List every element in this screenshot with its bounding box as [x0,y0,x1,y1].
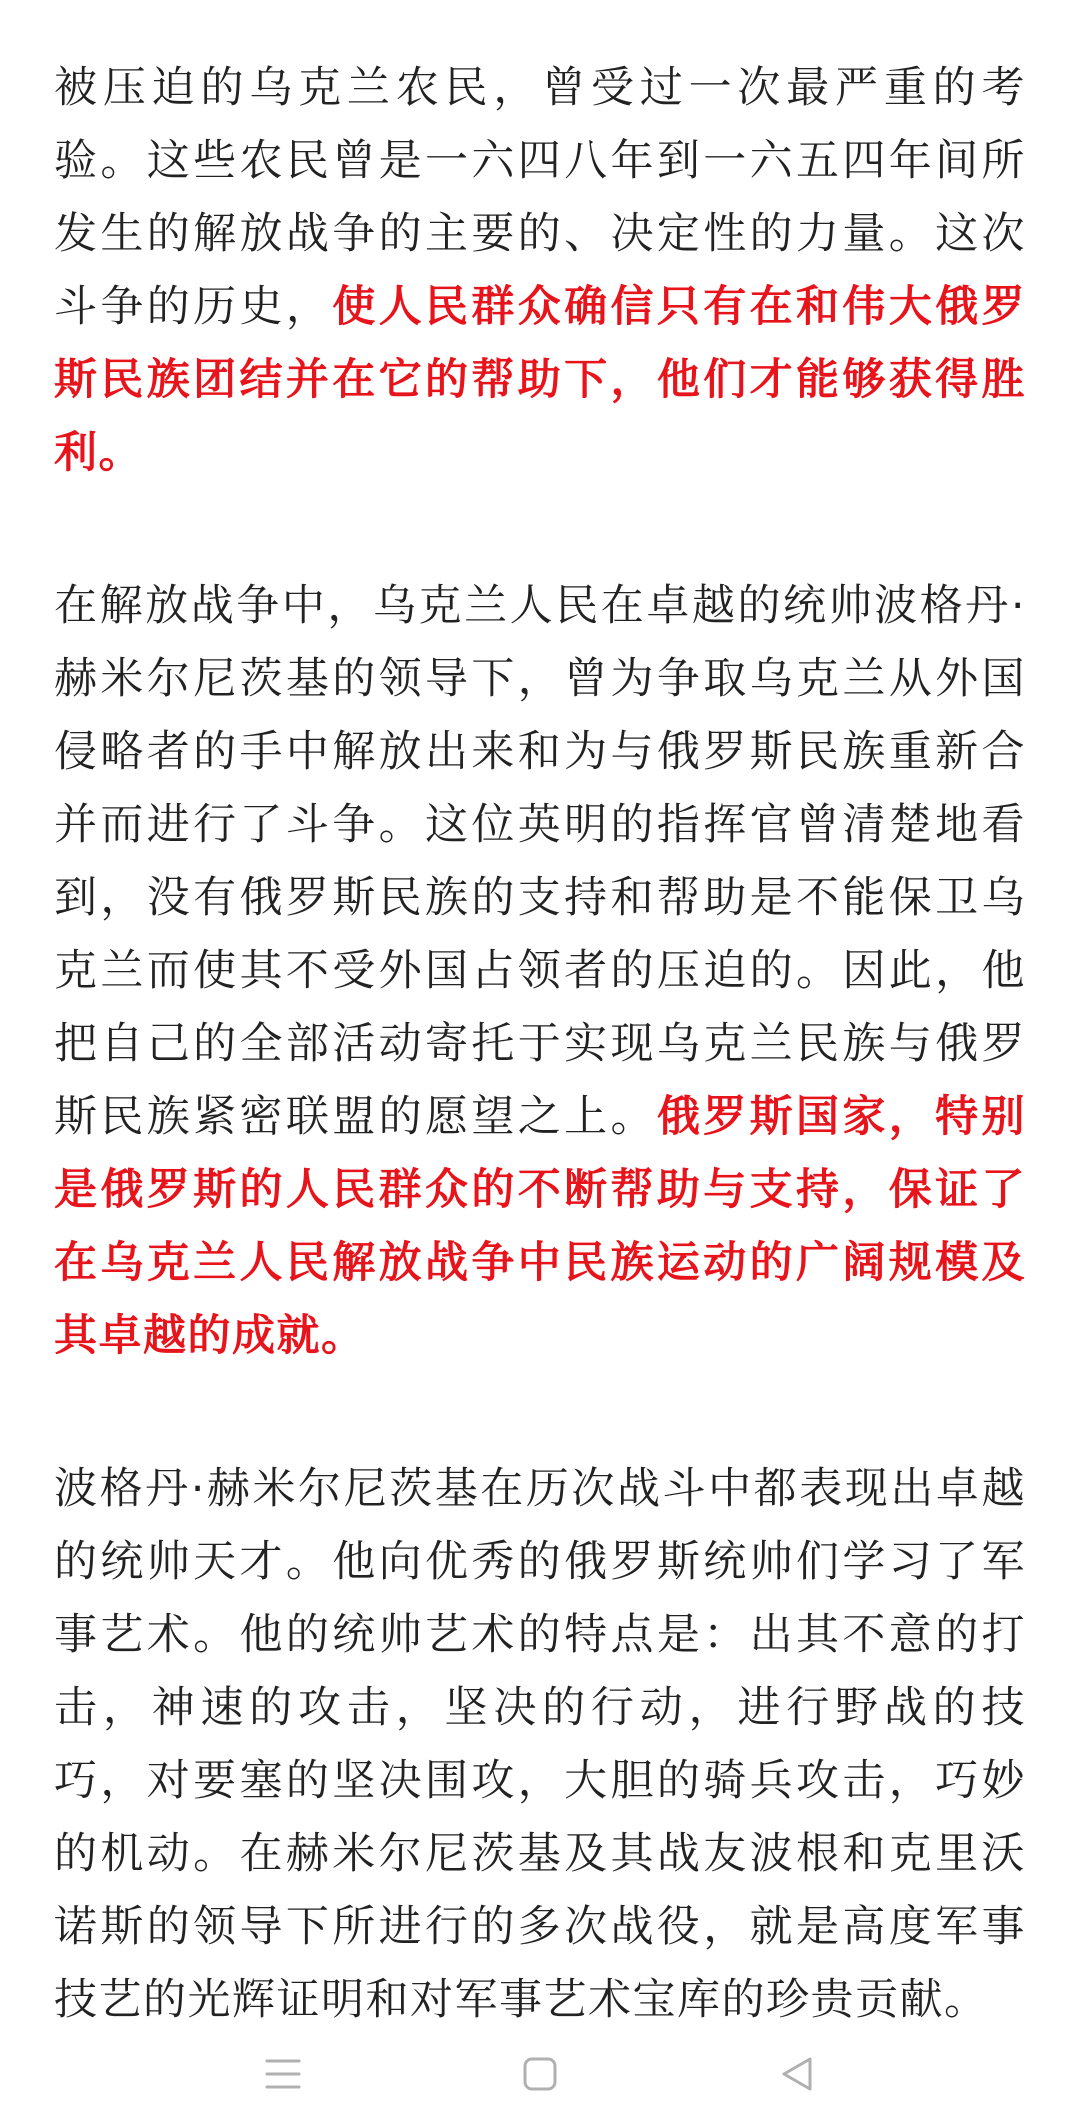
menu-button[interactable] [253,2044,313,2104]
paragraph-1-highlight: 使人民群众确信只有在和伟大俄罗斯民族团结并在它的帮助下，他们才能够获得胜利。 [54,282,1026,478]
paragraph-3 [54,1453,1026,2037]
article-body [54,52,1026,2117]
paragraph-1-text: 被压迫的乌克兰农民，曾受过一次最严重的考验。这些农民曾是一六四八年到一六五四年间所发生的解放战争的主要的、决定性的力量。这次斗争的历史， [54,63,1026,332]
menu-icon [263,2054,303,2094]
paragraph-2 [54,570,1026,1373]
paragraph-3-text: 波格丹·赫米尔尼茨基在历次战斗中都表现出卓越的统帅天才。他向优秀的俄罗斯统帅们学习了军事艺术。他的统帅艺术的特点是：出其不意的打击，神速的攻击，坚决的行动，进行野战的技巧，对要塞的坚决围攻，大胆的骑兵攻击，巧妙的机动。在赫米尔尼茨基及其战友波根和克里沃诺斯的领导下所进行的多次战役，就是高度军事技艺的光辉证明和对军事艺术宝库的珍贵贡献。 [54,1464,1026,2025]
paragraph-2-text: 在解放战争中，乌克兰人民在卓越的统帅波格丹·赫米尔尼茨基的领导下，曾为争取乌克兰从外国侵略者的手中解放出来和为与俄罗斯民族重新合并而进行了斗争。这位英明的指挥官曾清楚地看到，没有俄罗斯民族的支持和帮助是不能保卫乌克兰而使其不受外国占领者的压迫的。因此，他把自己的全部活动寄托于实现乌克兰民族与俄罗斯民族紧密联盟的愿望之上。 [54,581,1026,1142]
triangle-back-icon [777,2054,817,2094]
paragraph-1 [54,52,1026,490]
paragraph-2-highlight: 俄罗斯国家，特别是俄罗斯的人民群众的不断帮助与支持，保证了在乌克兰人民解放战争中民族运动的广阔规模及其卓越的成就。 [54,1092,1026,1361]
home-button[interactable] [510,2044,570,2104]
system-navigation-bar [0,2030,1080,2120]
back-button[interactable] [767,2044,827,2104]
square-home-icon [520,2054,560,2094]
